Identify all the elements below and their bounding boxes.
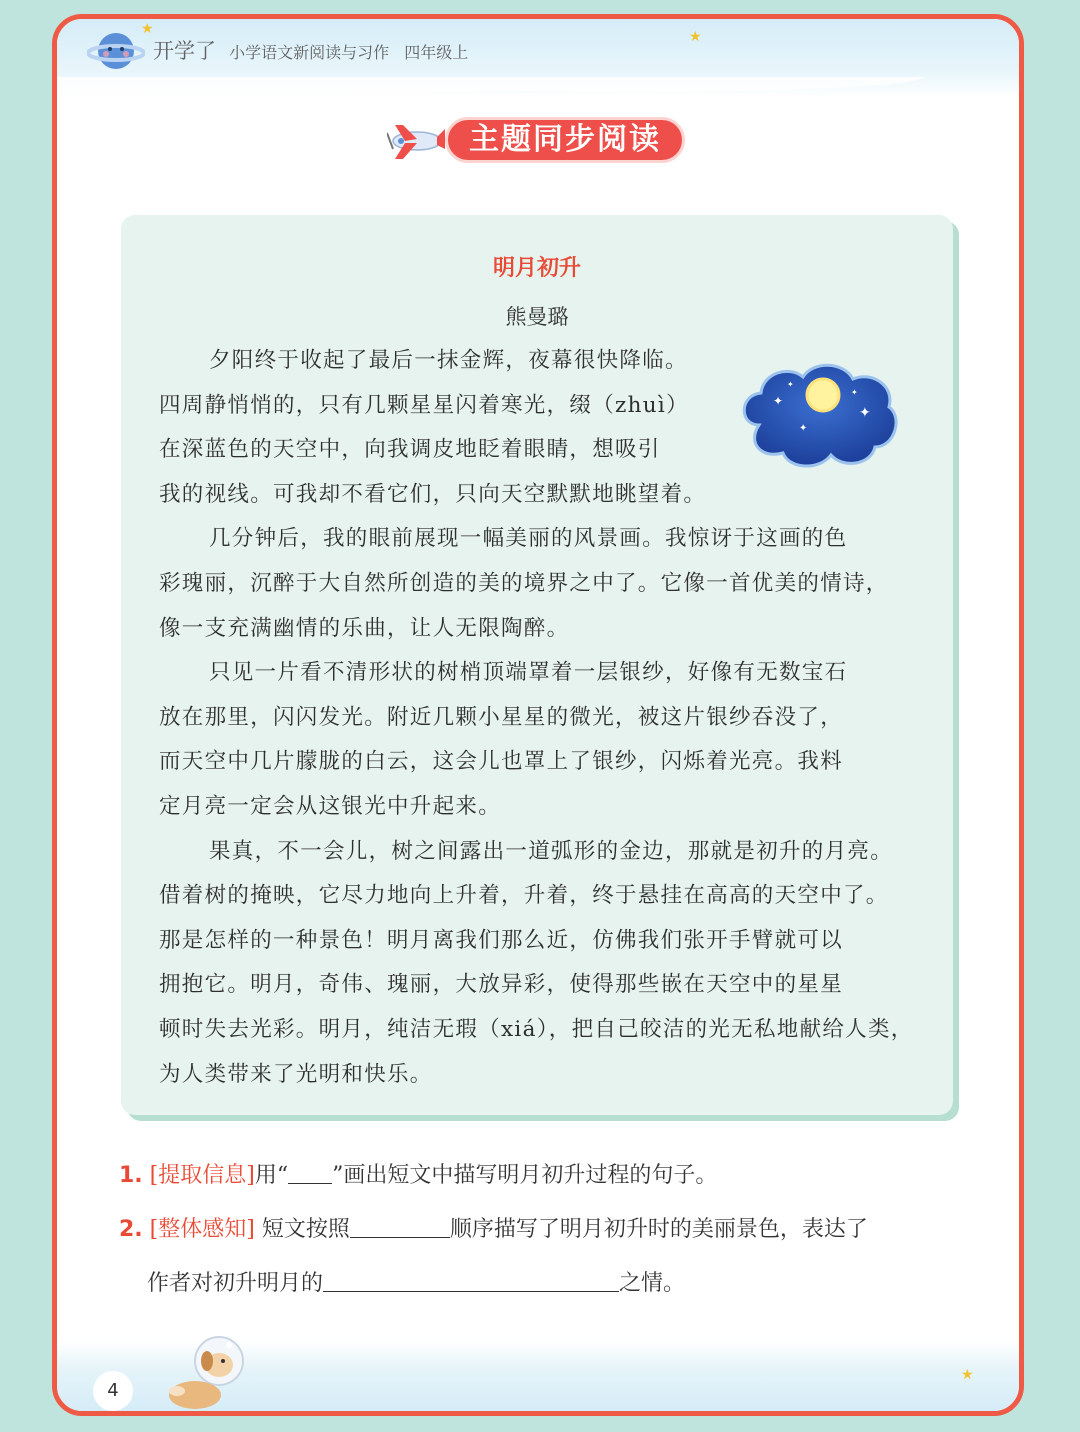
question-2-continued	[119, 1257, 979, 1311]
svg-text:✦: ✦	[773, 394, 784, 408]
question-text: 用“	[254, 1163, 289, 1188]
passage-line: 为人类带来了光明和快乐。	[159, 1061, 433, 1087]
book-title: 小学语文新阅读与习作	[229, 43, 390, 62]
reading-card	[121, 215, 953, 1115]
question-text: 之情。	[619, 1271, 686, 1296]
svg-text:✦: ✦	[787, 380, 794, 389]
passage-line: 放在那里，闪闪发光。附近几颗小星星的微光，被这片银纱吞没了，	[159, 704, 844, 730]
question-text: 顺序描写了明月初升时的美丽景色，表达了	[449, 1217, 868, 1242]
question-2	[119, 1203, 979, 1257]
star-icon: ★	[141, 21, 154, 37]
planet-icon	[87, 21, 145, 79]
svg-text:✦: ✦	[851, 388, 858, 397]
passage-line: 夕阳终于收起了最后一抹金辉，夜幕很快降临。	[209, 348, 688, 373]
passage-line: 我的视线。可我却不看它们，只向天空默默地眺望着。	[159, 481, 707, 507]
question-text: 作者对初升明月的	[147, 1271, 324, 1296]
section-title: 主题同步阅读	[469, 122, 661, 157]
section-banner	[387, 113, 717, 169]
question-list	[119, 1149, 979, 1311]
header-text	[153, 35, 468, 65]
passage-line: 在深蓝色的天空中，向我调皮地眨着眼睛，想吸引	[159, 437, 661, 463]
passage-line: 拥抱它。明月，奇伟、瑰丽，大放异彩，使得那些嵌在天空中的星星	[159, 972, 844, 998]
brand-name: 开学了	[153, 39, 216, 63]
svg-text:✦: ✦	[799, 423, 808, 434]
airplane-icon	[387, 119, 447, 163]
question-number: 2.	[119, 1217, 143, 1242]
passage-line: 只见一片看不清形状的树梢顶端罩着一层银纱，好像有无数宝石	[209, 660, 848, 686]
footer-band	[57, 1341, 1019, 1411]
question-text: ”画出短文中描写明月初升过程的句子。	[332, 1163, 718, 1188]
passage-line: 彩瑰丽，沉醉于大自然所创造的美的境界之中了。它像一首优美的情诗，	[159, 570, 889, 596]
section-title-pill	[445, 117, 685, 163]
passage-line: 果真，不一会儿，树之间露出一道弧形的金边，那就是初升的月亮。	[209, 838, 894, 864]
underline-sample	[288, 1159, 332, 1184]
header-cloud-decoration	[57, 77, 1019, 107]
workbook-page	[52, 14, 1024, 1416]
passage-body	[159, 339, 921, 1097]
passage-line: 定月亮一定会从这银光中升起来。	[159, 793, 502, 819]
passage-line: 四周静悄悄的，只有几颗星星闪着寒光，缀（zhuì）	[159, 392, 689, 418]
answer-blank-order[interactable]	[350, 1213, 450, 1238]
passage-author: 熊曼璐	[505, 305, 569, 329]
passage-line: 像一支充满幽情的乐曲，让人无限陶醉。	[159, 615, 570, 641]
passage-line: 而天空中几片朦胧的白云，这会儿也罩上了银纱，闪烁着光亮。我料	[159, 749, 844, 775]
grade-label: 四年级上	[404, 43, 469, 62]
passage-line: 几分钟后，我的眼前展现一幅美丽的风景画。我惊讶于这画的色	[209, 526, 848, 552]
star-icon: ★	[689, 29, 702, 45]
passage-line: 那是怎样的一种景色！明月离我们那么近，仿佛我们张开手臂就可以	[159, 927, 844, 953]
answer-blank-feeling[interactable]	[323, 1267, 619, 1292]
question-tag: [整体感知]	[149, 1217, 255, 1242]
header-band	[57, 19, 1019, 97]
star-icon: ★	[961, 1367, 974, 1383]
question-text: 短文按照	[261, 1217, 350, 1242]
page-number: 4	[93, 1371, 133, 1411]
astronaut-dog-illustration	[157, 1331, 253, 1411]
passage-line: 借着树的掩映，它尽力地向上升着，升着，终于悬挂在高高的天空中了。	[159, 883, 889, 909]
passage-title: 明月初升	[492, 256, 581, 281]
question-1	[119, 1149, 979, 1203]
svg-text:✦: ✦	[859, 405, 871, 421]
passage-line: 顿时失去光彩。明月，纯洁无瑕（xiá），把自己皎洁的光无私地献给人类，	[159, 1016, 914, 1042]
question-number: 1.	[119, 1163, 143, 1188]
question-tag: [提取信息]	[149, 1163, 255, 1188]
